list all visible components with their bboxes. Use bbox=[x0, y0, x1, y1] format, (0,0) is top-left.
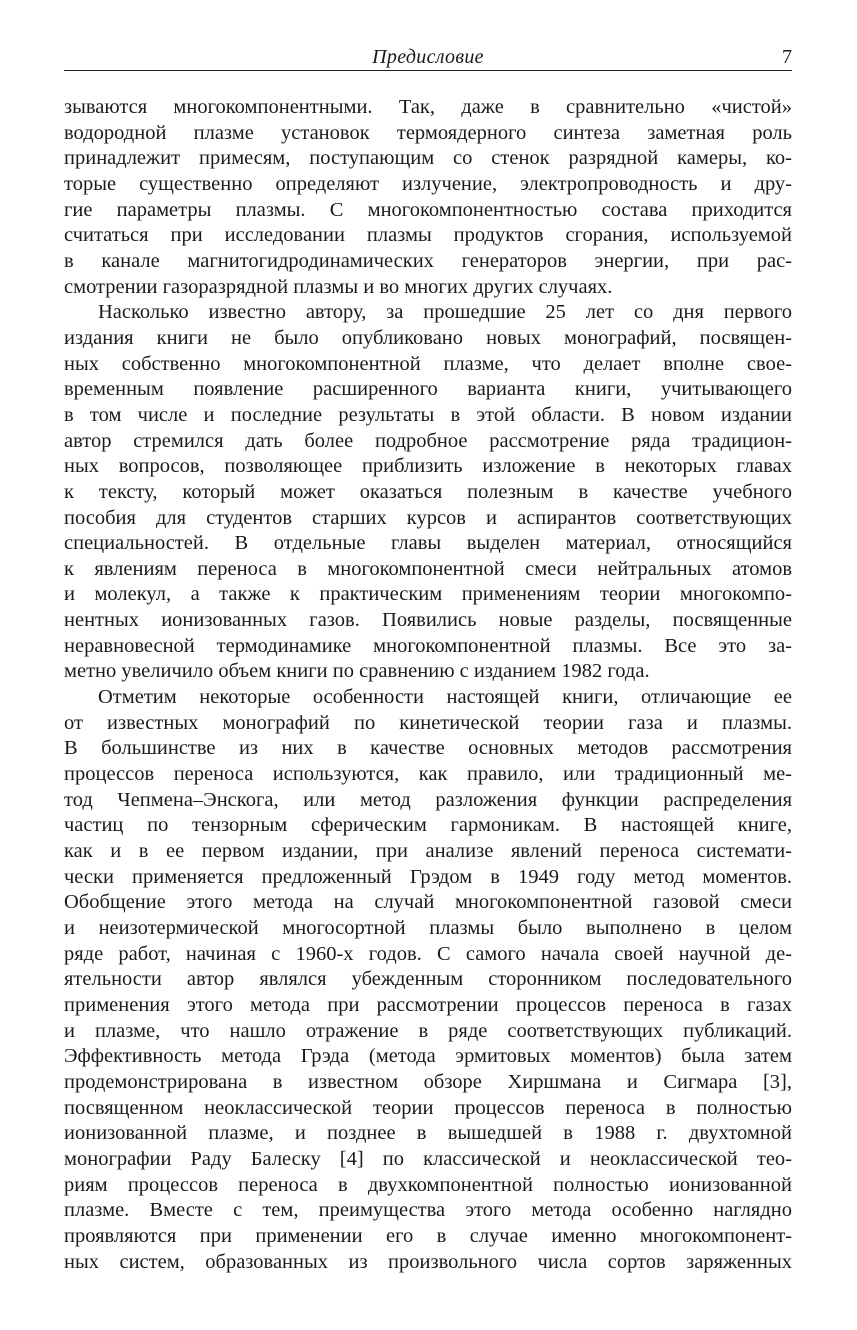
text-line: и плазме, что нашло отражение в ряде соответствующих публикаций. bbox=[64, 1019, 792, 1042]
text-line: ных систем, образованных из произвольного числа сортов заряженных bbox=[64, 1250, 792, 1273]
text-line: Насколько известно автору, за прошедшие 25 лет со дня первого bbox=[98, 301, 792, 324]
text-line: к тексту, который может оказаться полезным в качестве учебного bbox=[64, 480, 792, 503]
text-line: водородной плазме установок термоядерного синтеза заметная роль bbox=[64, 121, 792, 144]
text-line: монографии Раду Балеску [4] по классической и неоклассической тео- bbox=[64, 1147, 792, 1170]
text-line: ряде работ, начиная с 1960-х годов. С самого начала своей научной де- bbox=[64, 942, 792, 965]
running-head bbox=[64, 44, 792, 71]
text-line: в канале магнитогидродинамических генераторов энергии, при рас- bbox=[64, 249, 792, 272]
text-line: и неизотермической многосортной плазмы было выполнено в целом bbox=[64, 917, 792, 939]
text-line: от известных монографий по кинетической теории газа и плазмы. bbox=[64, 711, 792, 734]
text-line: временным появление расширенного варианта книги, учитывающего bbox=[64, 378, 792, 401]
text-line: и молекул, а также к практическим применениям теории многокомпо- bbox=[64, 583, 792, 606]
text-line: автор стремился дать более подробное рассмотрение ряда традицион- bbox=[64, 429, 792, 452]
text-line: процессов переноса используются, как правило, или традиционный ме- bbox=[64, 763, 792, 786]
paragraph bbox=[64, 685, 792, 1275]
text-line: метно увеличило объем книги по сравнению с изданием 1982 года. bbox=[64, 660, 650, 683]
text-line: смотрении газоразрядной плазмы и во многих других случаях. bbox=[64, 275, 613, 298]
paragraph bbox=[64, 95, 792, 300]
text-line: ных вопросов, позволяющее приблизить изложение в некоторых главах bbox=[64, 455, 792, 478]
text-line: в том числе и последние результаты в этой области. В новом издании bbox=[64, 403, 792, 426]
paragraph bbox=[64, 300, 792, 685]
text-line: как и в ее первом издании, при анализе явлений переноса системати- bbox=[64, 840, 792, 863]
text-line: издания книги не было опубликовано новых монографий, посвящен- bbox=[64, 326, 792, 349]
text-line: плазме. Вместе с тем, преимущества этого метода особенно наглядно bbox=[64, 1199, 792, 1222]
text-line: ионизованной плазме, и позднее в вышедшей в 1988 г. двухтомной bbox=[64, 1122, 792, 1145]
text-line: Отметим некоторые особенности настоящей книги, отличающие ее bbox=[98, 686, 792, 709]
text-line: продемонстрирована в известном обзоре Хиршмана и Сигмара [3], bbox=[64, 1070, 792, 1093]
text-line: частиц по тензорным сферическим гармоникам. В настоящей книге, bbox=[64, 814, 792, 837]
text-line: нентных ионизованных газов. Появились новые разделы, посвященные bbox=[64, 609, 792, 632]
text-line: к явлениям переноса в многокомпонентной смеси нейтральных атомов bbox=[64, 557, 792, 580]
page-number: 7 bbox=[782, 46, 792, 68]
text-line: применения этого метода при рассмотрении процессов переноса в газах bbox=[64, 993, 792, 1016]
text-line: принадлежит примесям, поступающим со стенок разрядной камеры, ко- bbox=[64, 147, 792, 170]
text-line: неравновесной термодинамике многокомпонентной плазмы. Все это за- bbox=[64, 634, 792, 657]
book-page bbox=[64, 44, 792, 1275]
text-line: пособия для студентов старших курсов и аспирантов соответствующих bbox=[64, 506, 792, 529]
body-text bbox=[64, 95, 792, 1275]
text-line: В большинстве из них в качестве основных методов рассмотрения bbox=[64, 737, 792, 760]
text-line: риям процессов переноса в двухкомпонентной полностью ионизованной bbox=[64, 1173, 792, 1196]
text-line: тод Чепмена–Энскога, или метод разложения функции распределения bbox=[64, 788, 792, 811]
text-line: считаться при исследовании плазмы продуктов сгорания, используемой bbox=[64, 224, 792, 247]
text-line: Обобщение этого метода на случай многокомпонентной газовой смеси bbox=[64, 891, 792, 914]
text-line: специальностей. В отдельные главы выделен материал, относящийся bbox=[64, 532, 792, 555]
text-line: ных собственно многокомпонентной плазме, что делает вполне свое- bbox=[64, 352, 792, 375]
text-line: гие параметры плазмы. С многокомпонентностью состава приходится bbox=[64, 198, 792, 221]
text-line: посвященном неоклассической теории процессов переноса в полностью bbox=[64, 1096, 792, 1119]
text-line: ятельности автор являлся убежденным сторонником последовательного bbox=[64, 968, 792, 991]
text-line: Эффективность метода Грэда (метода эрмитовых моментов) была затем bbox=[64, 1045, 792, 1068]
running-title: Предисловие bbox=[372, 46, 484, 68]
text-line: зываются многокомпонентными. Так, даже в сравнительно «чистой» bbox=[64, 96, 792, 118]
text-line: проявляются при применении его в случае именно многокомпонент- bbox=[64, 1224, 792, 1247]
text-line: чески применяется предложенный Грэдом в 1949 году метод моментов. bbox=[64, 865, 792, 888]
text-line: торые существенно определяют излучение, электропроводность и дру- bbox=[64, 172, 792, 195]
